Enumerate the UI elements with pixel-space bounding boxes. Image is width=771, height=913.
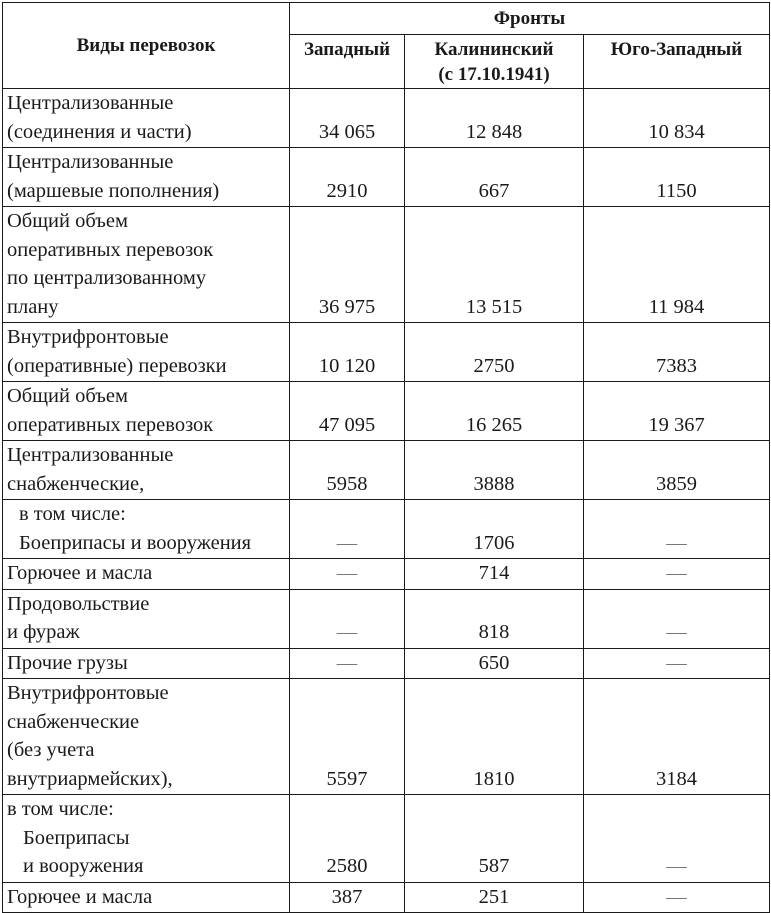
row-label-line: и вооружения <box>23 855 144 877</box>
value-cell-southwestern: — <box>584 500 770 559</box>
transport-table <box>2 2 770 913</box>
row-label <box>3 441 290 500</box>
value-cell-southwestern: 7383 <box>584 323 770 382</box>
value-cell-western: — <box>290 500 405 559</box>
header-fronts: Фронты <box>290 3 770 35</box>
value-cell-western: 34 065 <box>290 89 405 148</box>
value-cell-southwestern: — <box>584 795 770 883</box>
value-cell-southwestern: 11 984 <box>584 207 770 323</box>
value-cell-kalinin: 16 265 <box>405 382 584 441</box>
value-cell-kalinin: 3888 <box>405 441 584 500</box>
row-label-line: внутриармейских), <box>7 767 173 790</box>
value-cell-kalinin: 13 515 <box>405 207 584 323</box>
value-cell-western: 10 120 <box>290 323 405 382</box>
row-label-line: (соединения и части) <box>7 120 192 143</box>
value-cell-kalinin: 714 <box>405 559 584 590</box>
table-row <box>3 89 770 148</box>
value-cell-southwestern: 19 367 <box>584 382 770 441</box>
header-front-western: Западный <box>290 35 405 89</box>
value-cell-western: 5958 <box>290 441 405 500</box>
value-cell-kalinin: 818 <box>405 589 584 648</box>
value-cell-kalinin: 12 848 <box>405 89 584 148</box>
table-row <box>3 589 770 648</box>
row-label <box>3 648 290 679</box>
row-label-line: снабженческие, <box>7 472 145 495</box>
value-cell-southwestern: 3184 <box>584 679 770 795</box>
value-cell-western: — <box>290 648 405 679</box>
row-label-line: по централизованному <box>7 267 207 289</box>
value-cell-western: 2910 <box>290 148 405 207</box>
row-label <box>3 882 290 913</box>
table-row <box>3 648 770 679</box>
value-cell-southwestern: — <box>584 882 770 913</box>
table-row <box>3 441 770 500</box>
row-label-line: Централизованные <box>7 444 174 466</box>
header-front-kalinin: Калининский (с 17.10.1941) <box>405 35 584 89</box>
value-cell-southwestern: — <box>584 559 770 590</box>
row-label-line: (маршевые пополнения) <box>7 179 220 202</box>
row-label-line: в том числе: <box>7 798 114 820</box>
value-cell-kalinin: 1706 <box>405 500 584 559</box>
row-label <box>3 148 290 207</box>
value-cell-western: 36 975 <box>290 207 405 323</box>
value-cell-western: 387 <box>290 882 405 913</box>
table-row <box>3 500 770 559</box>
row-label-line: плану <box>7 295 59 318</box>
value-cell-western: — <box>290 589 405 648</box>
table-row <box>3 559 770 590</box>
header-front-southwestern: Юго-Западный <box>584 35 770 89</box>
row-label-line: Боеприпасы и вооружения <box>19 531 252 554</box>
row-label-line: (оперативные) перевозки <box>7 354 227 377</box>
header-types: Виды перевозок <box>3 3 290 89</box>
row-label-line: Внутрифронтовые <box>7 326 169 348</box>
value-cell-southwestern: — <box>584 648 770 679</box>
value-cell-kalinin: 1810 <box>405 679 584 795</box>
row-label <box>3 679 290 795</box>
row-label-line: и фураж <box>7 621 80 643</box>
row-label-line: Горючее и масла <box>7 562 153 584</box>
row-label <box>3 323 290 382</box>
row-label <box>3 500 290 559</box>
row-label-line: Централизованные <box>7 92 174 114</box>
value-cell-western: 2580 <box>290 795 405 883</box>
row-label-line: Продовольствие <box>7 592 150 615</box>
row-label <box>3 795 290 883</box>
table-row <box>3 382 770 441</box>
row-label-line: (без учета <box>7 739 95 761</box>
value-cell-southwestern: — <box>584 589 770 648</box>
value-cell-kalinin: 2750 <box>405 323 584 382</box>
table-row <box>3 679 770 795</box>
value-cell-western: 5597 <box>290 679 405 795</box>
row-label-line: в том числе: <box>19 503 126 525</box>
table-row <box>3 207 770 323</box>
row-label-line: оперативных перевозок <box>7 413 214 436</box>
row-label <box>3 382 290 441</box>
row-label <box>3 89 290 148</box>
row-label <box>3 559 290 590</box>
value-cell-southwestern: 10 834 <box>584 89 770 148</box>
row-label-line: Общий объем <box>7 210 128 232</box>
table-row <box>3 148 770 207</box>
row-label-line: Централизованные <box>7 151 174 173</box>
value-cell-kalinin: 667 <box>405 148 584 207</box>
row-label-line: снабженческие <box>7 710 140 733</box>
row-label-line: Внутрифронтовые <box>7 682 169 704</box>
row-label-line: оперативных перевозок <box>7 238 214 261</box>
value-cell-kalinin: 650 <box>405 648 584 679</box>
row-label-line: Горючее и масла <box>7 885 153 908</box>
value-cell-kalinin: 587 <box>405 795 584 883</box>
row-label-line: Общий объем <box>7 385 128 407</box>
value-cell-western: 47 095 <box>290 382 405 441</box>
row-label-line: Прочие грузы <box>7 651 128 674</box>
table-row <box>3 882 770 913</box>
table-row <box>3 795 770 883</box>
value-cell-kalinin: 251 <box>405 882 584 913</box>
value-cell-western: — <box>290 559 405 590</box>
table-row <box>3 323 770 382</box>
row-label <box>3 207 290 323</box>
table-body <box>3 89 770 913</box>
row-label-line: Боеприпасы <box>23 826 130 849</box>
row-label <box>3 589 290 648</box>
value-cell-southwestern: 3859 <box>584 441 770 500</box>
value-cell-southwestern: 1150 <box>584 148 770 207</box>
